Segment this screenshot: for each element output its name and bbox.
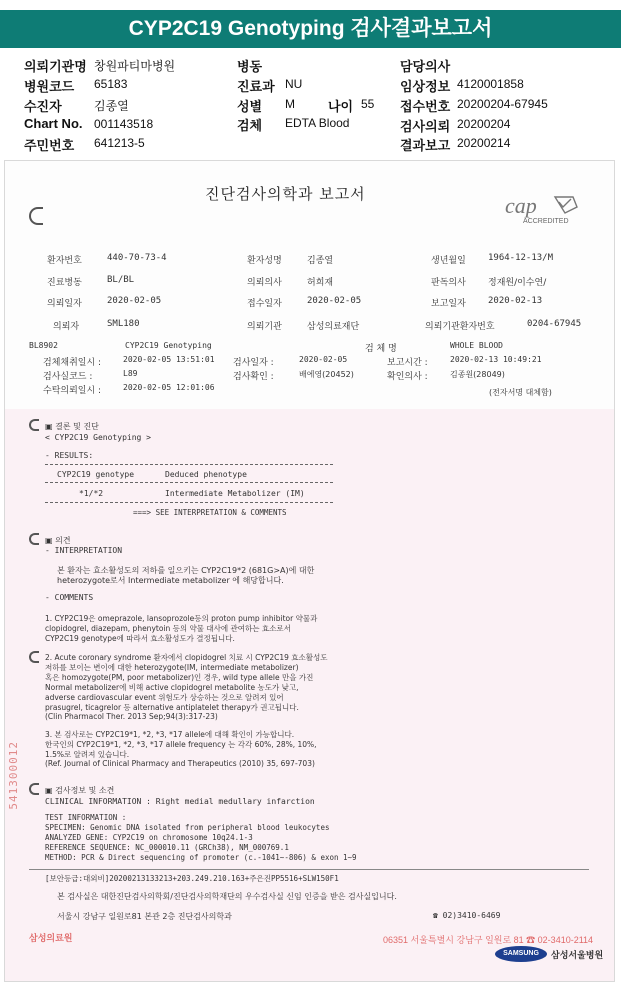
meta-label: 검체채취일시 : <box>43 358 102 368</box>
row-label: 접수일자 <box>247 299 282 309</box>
info-label: 병원코드 <box>24 79 75 94</box>
col-genotype-header: CYP2C19 genotype <box>57 470 135 479</box>
info-value: NU <box>285 77 303 91</box>
meta-label: 검사실코드 : <box>43 372 93 382</box>
divider <box>29 869 589 870</box>
test-info-line: TEST INFORMATION : <box>45 813 127 822</box>
comment-line: (Clin Pharmacol Ther. 2013 Sep;94(3):317-23) <box>45 712 218 721</box>
info-value: 641213-5 <box>94 136 145 150</box>
info-value: M <box>285 97 295 111</box>
section-conclusion-title: ▣ 결론 및 진단 <box>45 422 99 431</box>
section-conclusion-text: 결론 및 진단 <box>55 422 99 431</box>
see-interpretation: ===> SEE INTERPRETATION & COMMENTS <box>133 508 287 517</box>
meta-value: 2020-02-05 12:01:06 <box>123 383 215 392</box>
info-label: 병동 <box>237 59 263 74</box>
binder-hole-icon <box>29 419 39 431</box>
results-label: - RESULTS: <box>45 451 94 460</box>
info-label: 검사의뢰 <box>400 119 451 134</box>
divider <box>45 502 333 503</box>
meta-label: 검사일자 : <box>233 358 274 368</box>
info-value: 20200204-67945 <box>457 97 548 111</box>
row-value: 2020-02-13 <box>488 296 543 306</box>
report-title: CYP2C19 Genotyping 검사결과보고서 <box>0 10 621 48</box>
row-value: 2020-02-05 <box>307 296 362 306</box>
row-label: 의뢰의사 <box>247 278 282 288</box>
row-label: 보고일자 <box>431 299 466 309</box>
specimen-label: 검 체 명 <box>365 344 397 354</box>
section-testinfo-text: 검사정보 및 소견 <box>55 786 115 795</box>
row-value: 1964-12-13/M <box>488 253 554 263</box>
row-value: 2020-02-05 <box>107 296 162 306</box>
test-name: CYP2C19 Genotyping <box>125 341 212 350</box>
info-label: Chart No. <box>24 116 83 131</box>
meta-value: L89 <box>123 369 138 378</box>
interpretation-line: 본 환자는 효소활성도의 저하를 일으키는 CYP2C19*2 (681G>A)에 대한 <box>57 566 315 575</box>
info-value: 4120001858 <box>457 77 524 91</box>
comment-line: 한국인의 CYP2C19*1, *2, *3, *17 allele frequency 는 각각 60%, 28%, 10%, <box>45 740 317 749</box>
info-label: 성별 <box>237 99 263 114</box>
cap-accredited-logo <box>503 193 581 225</box>
row-value: 김종열 <box>307 256 334 266</box>
test-info-line: METHOD: PCR & Direct sequencing of promoter (c.-1041~-806) & exon 1~9 <box>45 853 357 862</box>
info-value: 65183 <box>94 77 128 91</box>
smc-logo-text: 삼성서울병원 <box>551 950 604 960</box>
meta-value: 김종원(28049) <box>450 370 505 379</box>
row-value: SML180 <box>107 319 140 329</box>
row-value: 440-70-73-4 <box>107 253 167 263</box>
comment-line: 2. Acute coronary syndrome 환자에서 clopidogrel 치료 시 CYP2C19 효소활성도 <box>45 653 328 662</box>
info-label: 검체 <box>237 118 263 133</box>
patient-info-panel <box>0 54 621 154</box>
lab-phone: ☎ 02)3410-6469 <box>433 911 501 920</box>
divider <box>45 464 333 465</box>
binder-hole-icon <box>29 651 39 663</box>
comments-label: - COMMENTS <box>45 593 94 602</box>
phenotype-value: Intermediate Metabolizer (IM) <box>165 489 305 498</box>
document-stamp: 541300012 <box>7 741 20 810</box>
info-value: 창원파티마병원 <box>94 59 176 73</box>
doc-title: 진단검사의학과 보고서 <box>205 185 366 203</box>
test-info-line: ANALYZED GENE: CYP2C19 on chromosome 10q24.1-3 <box>45 833 253 842</box>
comment-line: prasugrel, ticagrelor 등 alternative antiplatelet therapy가 권고됩니다. <box>45 703 299 712</box>
certification-note: 본 검사실은 대한진단검사의학회/진단검사의학재단의 우수검사실 신임 인증을 받은 검사실입니다. <box>57 892 397 901</box>
section-testinfo-title: ▣ 검사정보 및 소견 <box>45 786 115 795</box>
row-label: 의뢰자 <box>53 322 80 332</box>
row-label: 환자번호 <box>47 256 82 266</box>
genotype-value: *1/*2 <box>79 489 104 498</box>
samsung-logo: SAMSUNG <box>495 946 547 962</box>
age-label: 나이 <box>328 99 354 114</box>
meta-value: 2020-02-05 13:51:01 <box>123 355 215 364</box>
comment-line: 1.5%로 알려져 있습니다. <box>45 750 130 759</box>
e-signature-note: (전자서명 대체함) <box>489 388 552 397</box>
info-label: 결과보고 <box>400 138 451 153</box>
row-label: 의뢰일자 <box>47 299 82 309</box>
test-info-line: REFERENCE SEQUENCE: NC_000010.11 (GRCh38), NM_000769.1 <box>45 843 289 852</box>
row-value: 허희재 <box>307 278 334 288</box>
info-label: 주민번호 <box>24 138 75 153</box>
row-label: 판독의사 <box>431 278 466 288</box>
meta-label: 수탁의뢰일시 : <box>43 386 102 396</box>
row-value: 삼성의료재단 <box>307 322 360 332</box>
row-value: BL/BL <box>107 275 135 285</box>
row-label: 진료병동 <box>47 278 82 288</box>
meta-value: 2020-02-05 <box>299 355 348 364</box>
meta-label: 확인의사 : <box>387 372 428 382</box>
section-opinion-title: ▣ 의견 <box>45 536 71 545</box>
info-value: 001143518 <box>94 117 154 131</box>
row-label: 환자성명 <box>247 256 282 266</box>
cap-logo-text: cap <box>505 193 537 218</box>
info-value: EDTA Blood <box>285 116 350 130</box>
divider <box>45 482 333 483</box>
info-value: 20200204 <box>457 117 511 131</box>
meta-value: 2020-02-13 10:49:21 <box>450 355 542 364</box>
info-label: 수진자 <box>24 99 62 114</box>
comment-line: 저하를 보이는 변이에 대한 heterozygote(IM, intermediate metabolizer) <box>45 663 299 672</box>
row-value: 정재원/이수연/ <box>488 278 547 288</box>
info-value: 20200214 <box>457 136 511 150</box>
info-label: 임상정보 <box>400 79 451 94</box>
comment-line: CYP2C19 genotype에 따라서 효소활성도가 결정됩니다. <box>45 634 235 643</box>
hospital-small-logo: 삼성의료원 <box>29 933 73 943</box>
col-phenotype-header: Deduced phenotype <box>165 470 247 479</box>
comment-line: clopidogrel, diazepam, phenytoin 등의 약물 대사에 관여하는 효소로서 <box>45 624 291 633</box>
clinical-information: CLINICAL INFORMATION : Right medial medullary infarction <box>45 797 315 806</box>
meta-value: 배에영(20452) <box>299 370 354 379</box>
scanned-report <box>4 160 615 982</box>
meta-label: 보고시간 : <box>387 358 428 368</box>
comment-line: Normal metabolizer에 비해 active clopidogrel metabolite 농도가 낮고, <box>45 683 299 692</box>
row-label: 의뢰기관 <box>247 322 282 332</box>
interpretation-line: heterozygote로서 Intermediate metabolizer 에 해당합니다. <box>57 576 284 585</box>
comment-line: (Ref. Journal of Clinical Pharmacy and Therapeutics (2010) 35, 697-703) <box>45 759 315 768</box>
row-label: 생년월일 <box>431 256 466 266</box>
row-label: 의뢰기관환자번호 <box>425 322 495 332</box>
meta-label: 검사확인 : <box>233 372 274 382</box>
info-label: 접수번호 <box>400 99 451 114</box>
info-value: 김종열 <box>94 99 129 113</box>
info-label: 의뢰기관명 <box>24 59 87 74</box>
comment-line: adverse cardiovascular event 위험도가 상승하는 것으로 알려져 있어 <box>45 693 284 702</box>
footer-address: 06351 서울특별시 강남구 일원로 81 ☎ 02-3410-2114 <box>383 935 594 945</box>
test-code: BL8902 <box>29 341 58 350</box>
comment-line: 1. CYP2C19은 omeprazole, lansoprozole등의 proton pump inhibitor 약물과 <box>45 614 318 623</box>
info-label: 담당의사 <box>400 59 451 74</box>
cap-logo-sub: ACCREDITED <box>523 218 569 225</box>
section-opinion-text: 의견 <box>55 536 71 545</box>
binder-hole-icon <box>29 533 39 545</box>
test-info-line: SPECIMEN: Genomic DNA isolated from peripheral blood leukocytes <box>45 823 330 832</box>
security-line: [보안등급:대외비]20200213133213+203.249.210.163+주은진PP5516+SLW150F1 <box>45 874 339 883</box>
age-value: 55 <box>361 97 375 111</box>
comment-line: 3. 본 검사로는 CYP2C19*1, *2, *3, *17 allele에 대해 확인이 가능합니다. <box>45 730 295 739</box>
comment-line: 혹은 homozygote(PM, poor metabolizer)인 경우, wild type allele 만을 가진 <box>45 673 314 682</box>
binder-hole-icon <box>29 207 43 225</box>
row-value: 0204-67945 <box>527 319 582 329</box>
interpretation-label: - INTERPRETATION <box>45 546 123 555</box>
specimen-value: WHOLE BLOOD <box>450 341 503 350</box>
binder-hole-icon <box>29 783 39 795</box>
section-conclusion-subtitle: < CYP2C19 Genotyping > <box>45 433 151 442</box>
info-label: 진료과 <box>237 79 275 94</box>
lab-address: 서울시 강남구 일원로81 본관 2층 진단검사의학과 <box>57 912 232 921</box>
